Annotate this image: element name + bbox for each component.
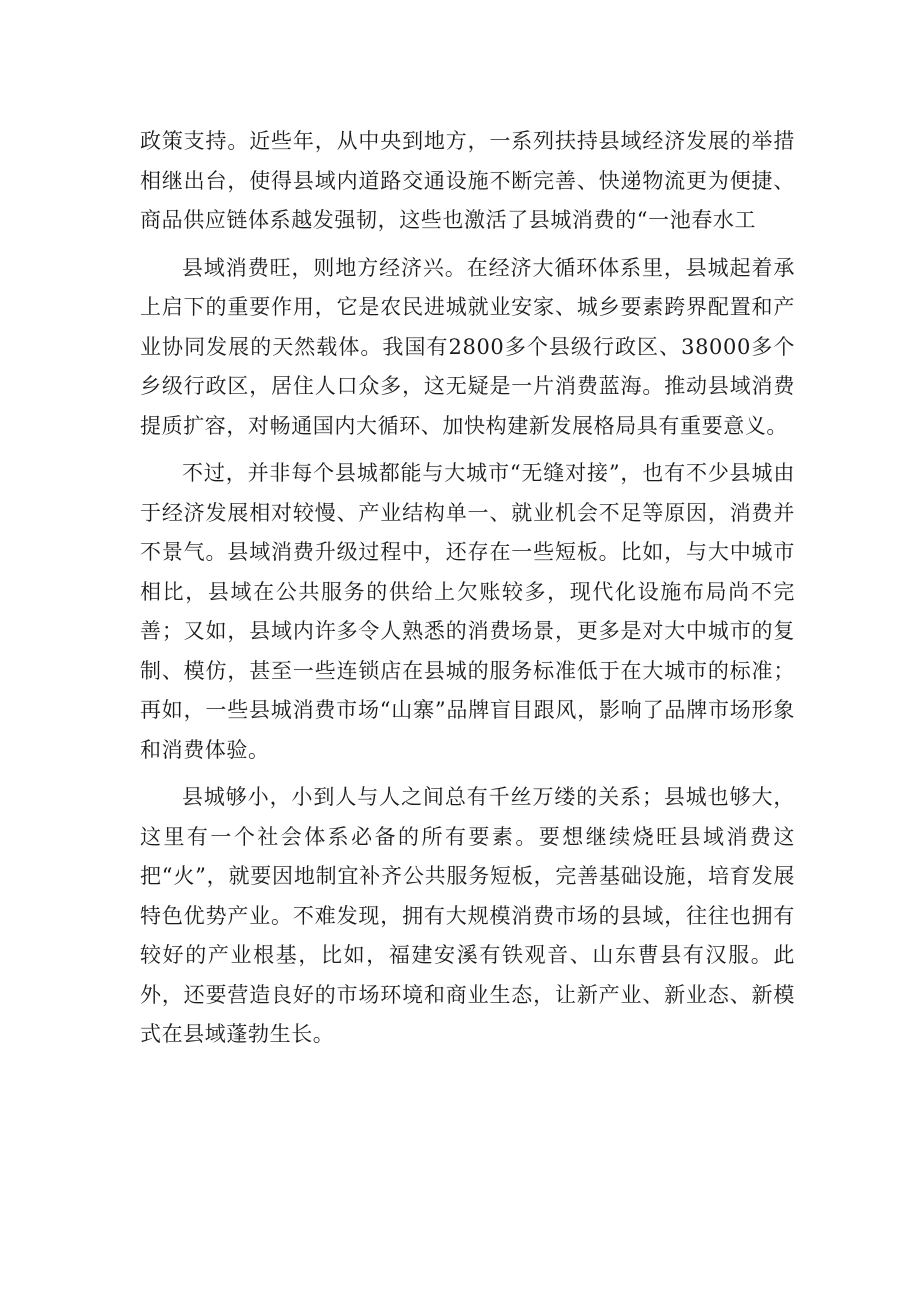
paragraph-1: 政策支持。近些年，从中央到地方，一系列扶持县域经济发展的举措相继出台，使得县域内道路交通设施不断完善、快递物流更为便捷、商品供应链体系越发强韧，这些也激活了县城消费的“一池春水工 [140,129,795,232]
paragraph-4: 县城够小，小到人与人之间总有千丝万缕的关系；县城也够大，这里有一个社会体系必备的所有要素。要想继续烧旺县域消费这把“火”，就要因地制宜补齐公共服务短板，完善基础设施，培育发展特色优势产业。不难发现，拥有大规模消费市场的县域，往往也拥有较好的产业根基，比如，福建安溪有铁观音、山东曹县有汉服。此外，还要营造良好的市场环境和商业生态，让新产业、新业态、新模式在县域蓬勃生长。 [140,785,795,1046]
paragraph-2: 县域消费旺，则地方经济兴。在经济大循环体系里，县城起着承上启下的重要作用，它是农民进城就业安家、城乡要素跨界配置和产业协同发展的天然载体。我国有2800多个县级行政区、38000多个乡级行政区，居住人口众多，这无疑是一片消费蓝海。推动县域消费提质扩容，对畅通国内大循环、加快构建新发展格局具有重要意义。 [140,255,795,438]
document-page [140,122,795,1063]
paragraph-3: 不过，并非每个县城都能与大城市“无缝对接”，也有不少县城由于经济发展相对较慢、产业结构单一、就业机会不足等原因，消费并不景气。县域消费升级过程中，还存在一些短板。比如，与大中城市相比，县域在公共服务的供给上欠账较多，现代化设施布局尚不完善；又如，县域内许多令人熟悉的消费场景，更多是对大中城市的复制、模仿，甚至一些连锁店在县城的服务标准低于在大城市的标准；再如，一些县城消费市场“山寨”品牌盲目跟风，影响了品牌市场形象和消费体验。 [140,461,795,762]
